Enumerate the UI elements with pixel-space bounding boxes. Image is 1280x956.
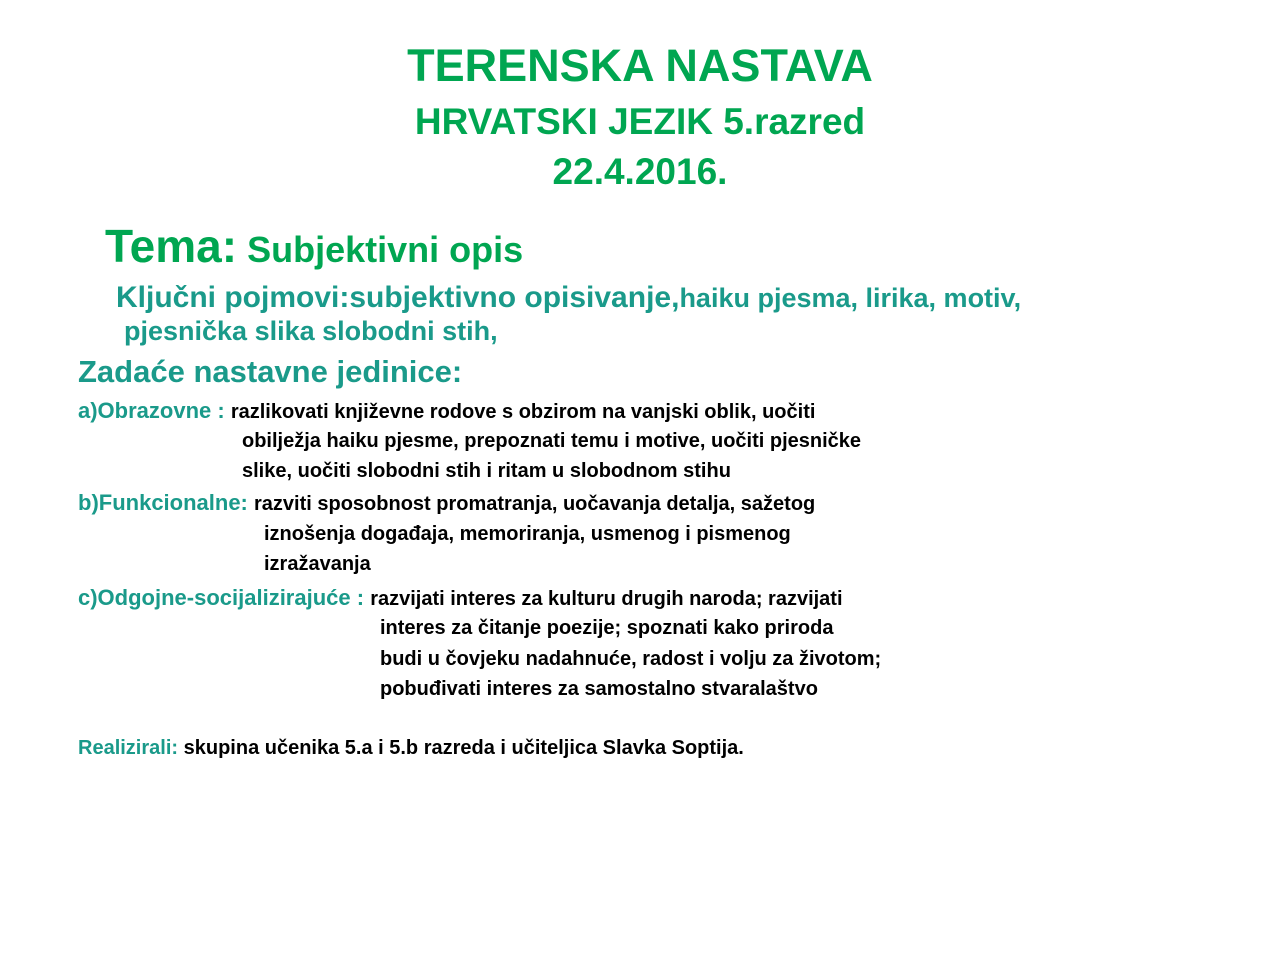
tema-line [105,218,523,286]
kljucni-pojmovi-continuation: pjesnička slika slobodni stih, [124,316,498,346]
odgojne-section [78,583,843,614]
funkcionalne-line: izražavanja [264,553,371,575]
obrazovne-section [78,396,815,427]
funkcionalne-line: razviti sposobnost promatranja, uočavanja detalja, sažetog [254,493,816,515]
odgojne-line: razvijati interes za kulturu drugih naroda; razvijati [370,588,843,610]
page-title: TERENSKA NASTAVA [407,40,873,91]
odgojne-line: pobuđivati interes za samostalno stvaralaštvo [380,678,818,700]
tema-label: Tema: [105,220,238,272]
date-title: 22.4.2016. [552,151,728,192]
odgojne-line: budi u čovjeku nadahnuće, radost i volju za životom; [380,648,882,670]
odgojne-label: c)Odgojne-socijalizirajuće : [78,585,371,610]
realizirali-value: skupina učenika 5.a i 5.b razreda i učiteljica Slavka Soptija. [183,737,744,759]
realizirali-label: Realizirali: [78,737,184,759]
tema-value: Subjektivni opis [237,229,524,270]
funkcionalne-section [78,488,815,519]
realizirali-line [78,733,744,763]
obrazovne-line: razlikovati književne rodove s obzirom na vanjski oblik, uočiti [230,401,816,423]
funkcionalne-line: iznošenja događaja, memoriranja, usmenog i pismenog [264,523,791,545]
funkcionalne-label: b)Funkcionalne: [78,490,254,515]
obrazovne-label: a)Obrazovne : [78,398,231,423]
obrazovne-line: slike, uočiti slobodni stih i ritam u slobodnom stihu [242,460,731,482]
odgojne-line: interes za čitanje poezije; spoznati kako priroda [380,617,834,639]
kljucni-pojmovi-value: haiku pjesma, lirika, motiv, [679,283,1022,313]
obrazovne-line: obilježja haiku pjesme, prepoznati temu i motive, uočiti pjesničke [242,430,862,452]
subject-title: HRVATSKI JEZIK 5.razred [414,101,866,142]
kljucni-pojmovi-label: Ključni pojmovi:subjektivno opisivanje, [116,281,680,314]
zadace-heading: Zadaće nastavne jedinice: [78,354,463,389]
